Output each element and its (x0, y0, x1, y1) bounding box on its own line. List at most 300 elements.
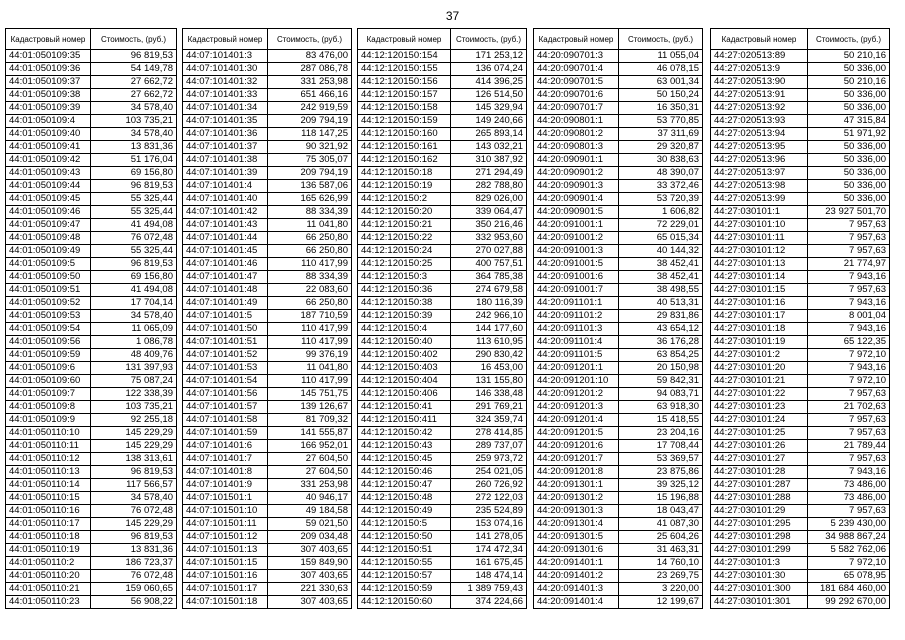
cost-cell: 265 893,14 (451, 128, 527, 141)
cost-cell: 7 957,63 (808, 232, 890, 245)
cost-cell: 27 662,72 (91, 89, 177, 102)
table-row (183, 141, 352, 154)
table-row (183, 427, 352, 440)
cadastral-number-cell: 44:12:120150:156 (358, 76, 451, 89)
cost-cell: 136 587,06 (268, 180, 352, 193)
table-row (6, 323, 177, 336)
table-row (183, 128, 352, 141)
table-row (534, 583, 703, 596)
cost-cell: 34 578,40 (91, 492, 177, 505)
cadastral-number-cell: 44:07:101501:11 (183, 518, 268, 531)
cadastral-number-cell: 44:01:050109:60 (6, 375, 91, 388)
cadastral-number-cell: 44:20:091201:4 (534, 414, 619, 427)
table-row (183, 323, 352, 336)
cost-cell: 41 494,08 (91, 219, 177, 232)
cadastral-number-cell: 44:12:120150:46 (358, 466, 451, 479)
cadastral-number-header: Кадастровый номер (6, 29, 91, 50)
table-row (358, 466, 527, 479)
table-row (534, 479, 703, 492)
table-row (183, 89, 352, 102)
cadastral-number-cell: 44:01:050109:59 (6, 349, 91, 362)
table-row (534, 453, 703, 466)
cadastral-number-cell: 44:12:120150:60 (358, 596, 451, 609)
table-row (711, 297, 890, 310)
table-row (711, 167, 890, 180)
cost-cell: 96 819,53 (91, 531, 177, 544)
cost-cell: 7 943,16 (808, 362, 890, 375)
cadastral-number-cell: 44:01:050109:36 (6, 63, 91, 76)
cost-cell: 59 842,31 (619, 375, 703, 388)
cost-cell: 50 336,00 (808, 89, 890, 102)
cost-cell: 49 184,58 (268, 505, 352, 518)
cost-cell: 153 074,16 (451, 518, 527, 531)
table-row (183, 232, 352, 245)
cost-cell: 37 311,69 (619, 128, 703, 141)
cadastral-number-cell: 44:07:101501:15 (183, 557, 268, 570)
cost-cell: 66 250,80 (268, 232, 352, 245)
table-row (6, 518, 177, 531)
cost-cell: 7 957,63 (808, 219, 890, 232)
cadastral-number-cell: 44:20:091101:2 (534, 310, 619, 323)
table-row (534, 544, 703, 557)
table-row (6, 401, 177, 414)
cost-cell: 66 250,80 (268, 245, 352, 258)
cost-cell: 7 957,63 (808, 284, 890, 297)
cadastral-number-cell: 44:01:050109:43 (6, 167, 91, 180)
cadastral-number-cell: 44:27:030101:299 (711, 544, 808, 557)
cost-cell: 90 321,92 (268, 141, 352, 154)
cost-cell: 34 578,40 (91, 310, 177, 323)
cadastral-number-cell: 44:07:101401:8 (183, 466, 268, 479)
cost-cell: 187 710,59 (268, 310, 352, 323)
cadastral-number-cell: 44:27:030101:300 (711, 583, 808, 596)
cost-cell: 94 083,71 (619, 388, 703, 401)
table-row (534, 401, 703, 414)
table-row (6, 427, 177, 440)
cadastral-number-cell: 44:27:030101:287 (711, 479, 808, 492)
cadastral-number-cell: 44:01:050110:11 (6, 440, 91, 453)
cadastral-number-cell: 44:20:090901:3 (534, 180, 619, 193)
cost-cell: 48 390,07 (619, 167, 703, 180)
cost-cell: 103 735,21 (91, 115, 177, 128)
cadastral-number-cell: 44:07:101501:17 (183, 583, 268, 596)
cost-cell: 16 350,31 (619, 102, 703, 115)
cost-table-2 (182, 28, 352, 609)
cadastral-number-cell: 44:12:120150:59 (358, 583, 451, 596)
cadastral-number-cell: 44:12:120150:5 (358, 518, 451, 531)
cost-cell: 161 675,45 (451, 557, 527, 570)
table-row (534, 349, 703, 362)
cost-cell: 282 788,80 (451, 180, 527, 193)
table-row (358, 167, 527, 180)
table-row (6, 466, 177, 479)
cadastral-number-cell: 44:12:120150:39 (358, 310, 451, 323)
cadastral-number-cell: 44:12:120150:49 (358, 505, 451, 518)
cadastral-number-cell: 44:27:030101:1 (711, 206, 808, 219)
table-row (711, 219, 890, 232)
table-row (6, 492, 177, 505)
table-row (534, 102, 703, 115)
cost-cell: 310 387,92 (451, 154, 527, 167)
table-row (534, 128, 703, 141)
cadastral-number-cell: 44:20:090901:1 (534, 154, 619, 167)
cadastral-number-cell: 44:20:091001:1 (534, 219, 619, 232)
cost-cell: 144 177,60 (451, 323, 527, 336)
table-row (711, 531, 890, 544)
cost-cell: 110 417,99 (268, 323, 352, 336)
table-row (358, 583, 527, 596)
cost-cell: 23 204,16 (619, 427, 703, 440)
cadastral-number-header: Кадастровый номер (534, 29, 619, 50)
cost-cell: 40 513,31 (619, 297, 703, 310)
table-row (6, 50, 177, 63)
cost-cell: 117 566,57 (91, 479, 177, 492)
cost-header: Стоимость, (руб.) (268, 29, 352, 50)
table-row (358, 505, 527, 518)
cadastral-number-cell: 44:27:030101:22 (711, 388, 808, 401)
table-row (183, 63, 352, 76)
table-row (183, 284, 352, 297)
table-row (183, 258, 352, 271)
cadastral-number-cell: 44:01:050110:10 (6, 427, 91, 440)
cadastral-number-cell: 44:07:101401:51 (183, 336, 268, 349)
table-row (711, 284, 890, 297)
cost-cell: 50 336,00 (808, 154, 890, 167)
cost-cell: 242 919,59 (268, 102, 352, 115)
cost-cell: 50 336,00 (808, 63, 890, 76)
table-row (358, 310, 527, 323)
cost-cell: 126 514,50 (451, 89, 527, 102)
cost-cell: 83 476,00 (268, 50, 352, 63)
cadastral-number-cell: 44:12:120150:402 (358, 349, 451, 362)
cadastral-number-cell: 44:12:120150:406 (358, 388, 451, 401)
cost-cell: 1 086,78 (91, 336, 177, 349)
table-row (711, 180, 890, 193)
table-row (358, 245, 527, 258)
cost-cell: 27 662,72 (91, 76, 177, 89)
cadastral-number-cell: 44:12:120150:3 (358, 271, 451, 284)
cadastral-number-cell: 44:07:101401:38 (183, 154, 268, 167)
cost-cell: 287 086,78 (268, 63, 352, 76)
table-row (6, 531, 177, 544)
cadastral-number-cell: 44:20:091201:7 (534, 453, 619, 466)
cost-cell: 65 078,95 (808, 570, 890, 583)
cost-cell: 65 015,34 (619, 232, 703, 245)
cadastral-number-cell: 44:07:101401:50 (183, 323, 268, 336)
cadastral-number-cell: 44:20:091301:5 (534, 531, 619, 544)
table-row (534, 206, 703, 219)
cadastral-number-cell: 44:27:020513:94 (711, 128, 808, 141)
cost-cell: 414 396,25 (451, 76, 527, 89)
table-row (6, 154, 177, 167)
cost-cell: 96 819,53 (91, 466, 177, 479)
table-row (711, 596, 890, 609)
table-row (6, 167, 177, 180)
cadastral-number-cell: 44:27:030101:11 (711, 232, 808, 245)
cost-cell: 829 026,00 (451, 193, 527, 206)
table-row (534, 466, 703, 479)
table-row (711, 570, 890, 583)
cost-cell: 43 654,12 (619, 323, 703, 336)
cost-cell: 209 794,19 (268, 167, 352, 180)
cost-cell: 171 253,12 (451, 50, 527, 63)
table-row (711, 466, 890, 479)
table-row (711, 323, 890, 336)
table-row (711, 63, 890, 76)
cadastral-number-cell: 44:07:101401:42 (183, 206, 268, 219)
cost-cell: 75 087,24 (91, 375, 177, 388)
table-row (534, 245, 703, 258)
table-row (358, 271, 527, 284)
cadastral-number-cell: 44:07:101401:34 (183, 102, 268, 115)
cost-cell: 40 946,17 (268, 492, 352, 505)
cadastral-number-cell: 44:20:091201:6 (534, 440, 619, 453)
table-row (358, 414, 527, 427)
cadastral-number-cell: 44:12:120150:403 (358, 362, 451, 375)
table-row (711, 154, 890, 167)
table-row (183, 193, 352, 206)
cadastral-number-cell: 44:27:020513:89 (711, 50, 808, 63)
table-row (183, 414, 352, 427)
cadastral-number-cell: 44:27:030101:295 (711, 518, 808, 531)
table-row (711, 336, 890, 349)
table-row (6, 544, 177, 557)
table-row (6, 128, 177, 141)
cost-cell: 92 255,18 (91, 414, 177, 427)
cost-cell: 22 083,60 (268, 284, 352, 297)
table-row (711, 505, 890, 518)
cadastral-number-cell: 44:27:030101:15 (711, 284, 808, 297)
cadastral-number-cell: 44:01:050109:35 (6, 50, 91, 63)
cost-cell: 55 325,44 (91, 206, 177, 219)
table-row (711, 271, 890, 284)
cadastral-number-cell: 44:27:030101:21 (711, 375, 808, 388)
cost-cell: 1 389 759,43 (451, 583, 527, 596)
cadastral-number-cell: 44:20:090801:3 (534, 141, 619, 154)
cost-cell: 235 524,89 (451, 505, 527, 518)
table-row (358, 336, 527, 349)
cost-cell: 13 831,36 (91, 141, 177, 154)
cost-cell: 145 229,29 (91, 427, 177, 440)
cost-cell: 400 757,51 (451, 258, 527, 271)
cost-cell: 39 325,12 (619, 479, 703, 492)
table-row (183, 336, 352, 349)
cadastral-number-cell: 44:07:101401:45 (183, 245, 268, 258)
cadastral-number-cell: 44:12:120150:2 (358, 193, 451, 206)
cost-cell: 15 196,88 (619, 492, 703, 505)
cadastral-number-cell: 44:27:030101:18 (711, 323, 808, 336)
table-row (183, 583, 352, 596)
cost-cell: 23 875,86 (619, 466, 703, 479)
table-row (534, 180, 703, 193)
cost-cell: 7 943,16 (808, 271, 890, 284)
cost-cell: 3 220,00 (619, 583, 703, 596)
cost-cell: 7 957,63 (808, 427, 890, 440)
cost-cell: 11 065,09 (91, 323, 177, 336)
cadastral-number-cell: 44:12:120150:22 (358, 232, 451, 245)
table-row (711, 440, 890, 453)
cost-cell: 5 582 762,06 (808, 544, 890, 557)
table-header-row (534, 29, 703, 50)
table-row (534, 505, 703, 518)
cadastral-number-cell: 44:01:050110:21 (6, 583, 91, 596)
table-row (711, 362, 890, 375)
cadastral-number-cell: 44:20:091201:5 (534, 427, 619, 440)
cadastral-number-cell: 44:12:120150:36 (358, 284, 451, 297)
cost-cell: 38 498,55 (619, 284, 703, 297)
cost-cell: 34 988 867,24 (808, 531, 890, 544)
cost-cell: 149 240,66 (451, 115, 527, 128)
cost-header: Стоимость, (руб.) (91, 29, 177, 50)
table-row (183, 453, 352, 466)
cost-cell: 209 794,19 (268, 115, 352, 128)
table-row (183, 50, 352, 63)
table-row (711, 206, 890, 219)
table-row (358, 102, 527, 115)
table-row (534, 89, 703, 102)
cost-cell: 146 338,48 (451, 388, 527, 401)
cadastral-number-cell: 44:01:050110:18 (6, 531, 91, 544)
table-row (183, 154, 352, 167)
cost-cell: 14 760,10 (619, 557, 703, 570)
cadastral-number-cell: 44:01:050109:44 (6, 180, 91, 193)
cost-cell: 7 943,16 (808, 466, 890, 479)
cadastral-number-cell: 44:01:050109:54 (6, 323, 91, 336)
table-row (183, 167, 352, 180)
cadastral-number-cell: 44:01:050109:46 (6, 206, 91, 219)
cadastral-number-cell: 44:27:030101:10 (711, 219, 808, 232)
table-row (534, 310, 703, 323)
cadastral-number-cell: 44:27:030101:288 (711, 492, 808, 505)
table-row (358, 440, 527, 453)
cadastral-number-cell: 44:01:050110:20 (6, 570, 91, 583)
cost-cell: 50 336,00 (808, 102, 890, 115)
table-row (534, 271, 703, 284)
cadastral-number-cell: 44:12:120150:18 (358, 167, 451, 180)
table-row (183, 531, 352, 544)
table-row (534, 115, 703, 128)
cost-cell: 50 336,00 (808, 141, 890, 154)
cadastral-number-cell: 44:27:030101:17 (711, 310, 808, 323)
table-row (6, 297, 177, 310)
cost-cell: 99 376,19 (268, 349, 352, 362)
cost-cell: 166 952,01 (268, 440, 352, 453)
cadastral-number-cell: 44:07:101401:48 (183, 284, 268, 297)
table-row (358, 492, 527, 505)
cadastral-number-cell: 44:12:120150:404 (358, 375, 451, 388)
cadastral-number-cell: 44:20:091101:1 (534, 297, 619, 310)
table-row (358, 219, 527, 232)
table-row (6, 76, 177, 89)
cadastral-number-cell: 44:12:120150:155 (358, 63, 451, 76)
table-row (534, 492, 703, 505)
table-row (6, 206, 177, 219)
table-row (358, 284, 527, 297)
cadastral-number-cell: 44:07:101501:13 (183, 544, 268, 557)
cadastral-number-cell: 44:07:101401:44 (183, 232, 268, 245)
table-row (6, 583, 177, 596)
table-row (534, 388, 703, 401)
cadastral-number-cell: 44:01:050109:53 (6, 310, 91, 323)
cost-cell: 180 116,39 (451, 297, 527, 310)
cadastral-number-cell: 44:07:101401:37 (183, 141, 268, 154)
cost-cell: 96 819,53 (91, 258, 177, 271)
cadastral-number-cell: 44:01:050109:39 (6, 102, 91, 115)
cost-cell: 7 972,10 (808, 375, 890, 388)
table-row (6, 115, 177, 128)
cost-cell: 55 325,44 (91, 193, 177, 206)
cost-cell: 307 403,65 (268, 544, 352, 557)
table-row (711, 89, 890, 102)
cadastral-number-cell: 44:27:020513:90 (711, 76, 808, 89)
cadastral-number-cell: 44:01:050109:37 (6, 76, 91, 89)
cost-cell: 40 144,32 (619, 245, 703, 258)
cost-cell: 63 001,34 (619, 76, 703, 89)
cost-cell: 48 409,76 (91, 349, 177, 362)
cost-cell: 18 043,47 (619, 505, 703, 518)
table-row (711, 141, 890, 154)
cost-cell: 30 838,63 (619, 154, 703, 167)
cadastral-number-cell: 44:12:120150:50 (358, 531, 451, 544)
table-row (358, 557, 527, 570)
cost-cell: 331 253,98 (268, 479, 352, 492)
cadastral-number-cell: 44:27:030101:301 (711, 596, 808, 609)
cost-cell: 23 269,75 (619, 570, 703, 583)
cadastral-number-header: Кадастровый номер (358, 29, 451, 50)
table-row (358, 232, 527, 245)
table-row (183, 479, 352, 492)
cost-cell: 50 150,24 (619, 89, 703, 102)
cost-cell: 143 032,21 (451, 141, 527, 154)
cadastral-number-cell: 44:01:050109:5 (6, 258, 91, 271)
cadastral-number-cell: 44:07:101401:52 (183, 349, 268, 362)
cadastral-number-cell: 44:07:101401:49 (183, 297, 268, 310)
cost-cell: 260 726,92 (451, 479, 527, 492)
table-row (183, 180, 352, 193)
cost-cell: 307 403,65 (268, 596, 352, 609)
cadastral-number-cell: 44:20:091301:3 (534, 505, 619, 518)
cadastral-number-cell: 44:27:020513:98 (711, 180, 808, 193)
cost-cell: 51 971,92 (808, 128, 890, 141)
cost-cell: 41 087,30 (619, 518, 703, 531)
cost-cell: 209 034,48 (268, 531, 352, 544)
table-row (711, 583, 890, 596)
table-row (183, 375, 352, 388)
cost-cell: 145 229,29 (91, 440, 177, 453)
table-row (358, 388, 527, 401)
cost-cell: 12 199,67 (619, 596, 703, 609)
cost-cell: 25 604,26 (619, 531, 703, 544)
table-row (358, 206, 527, 219)
cadastral-number-cell: 44:07:101501:10 (183, 505, 268, 518)
cadastral-number-cell: 44:20:090701:4 (534, 63, 619, 76)
cost-cell: 290 830,42 (451, 349, 527, 362)
table-row (711, 375, 890, 388)
cadastral-number-cell: 44:20:090801:2 (534, 128, 619, 141)
table-row (183, 492, 352, 505)
cost-cell: 7 957,63 (808, 245, 890, 258)
cost-cell: 50 210,16 (808, 50, 890, 63)
table-row (358, 115, 527, 128)
table-row (6, 63, 177, 76)
cadastral-number-cell: 44:12:120150:51 (358, 544, 451, 557)
cost-cell: 73 486,00 (808, 479, 890, 492)
table-row (183, 115, 352, 128)
cadastral-number-cell: 44:01:050109:9 (6, 414, 91, 427)
cadastral-number-cell: 44:07:101401:39 (183, 167, 268, 180)
table-row (358, 375, 527, 388)
cost-cell: 99 292 670,00 (808, 596, 890, 609)
